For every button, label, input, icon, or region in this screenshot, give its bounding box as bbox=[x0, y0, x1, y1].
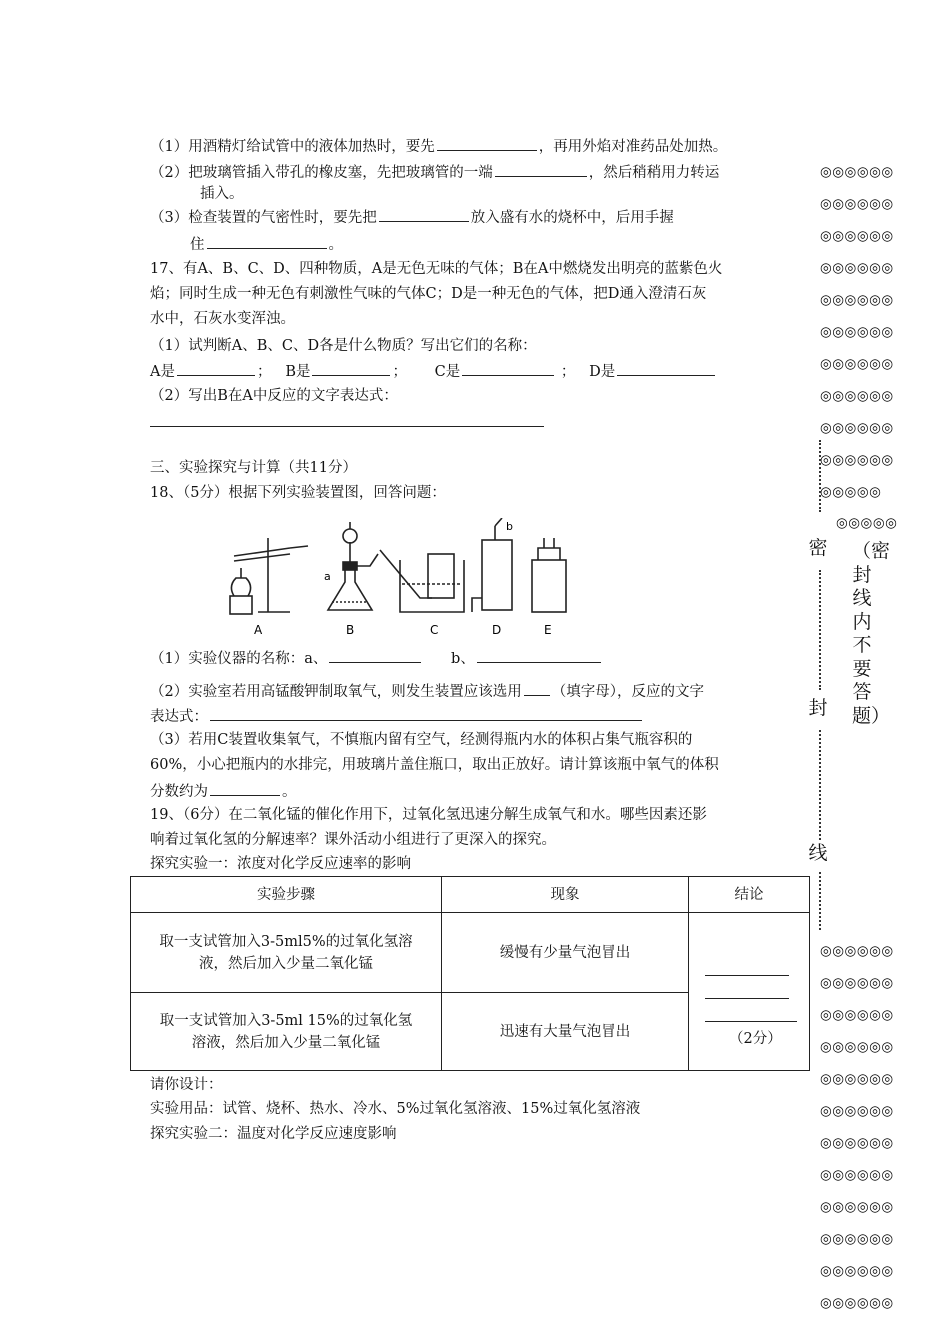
seal-marks: ◎◎◎◎◎◎ bbox=[820, 356, 894, 372]
seal-marks: ◎◎◎◎◎◎ bbox=[820, 1167, 894, 1183]
answer-blank[interactable] bbox=[477, 647, 601, 663]
seal-dotted-line bbox=[819, 730, 821, 840]
header-steps: 实验步骤 bbox=[131, 877, 442, 913]
answer-blank[interactable] bbox=[210, 780, 280, 796]
seal-marks: ◎◎◎◎◎◎ bbox=[820, 1295, 894, 1311]
q18-part3-l3: 分数约为 。 bbox=[150, 780, 297, 802]
seal-marks: ◎◎◎◎◎◎ bbox=[820, 164, 894, 180]
seal-marks: ◎◎◎◎◎◎ bbox=[820, 975, 894, 991]
seal-marks: ◎◎◎◎◎◎ bbox=[820, 260, 894, 276]
seal-marks: ◎◎◎◎◎◎ bbox=[820, 196, 894, 212]
observation-cell: 迅速有大量气泡冒出 bbox=[442, 993, 689, 1071]
q19-exp1: 探究实验一：浓度对化学反应速率的影响 bbox=[150, 856, 411, 872]
seal-char-mi: 密 bbox=[808, 537, 828, 559]
label-a: a bbox=[324, 570, 331, 583]
seal-marks: ◎◎◎◎◎ bbox=[836, 515, 898, 531]
seal-marks: ◎◎◎◎◎◎ bbox=[820, 452, 894, 468]
answer-line[interactable] bbox=[150, 426, 544, 427]
experiment-table bbox=[130, 876, 810, 1071]
q16-line3b: 住 。 bbox=[190, 233, 343, 255]
header-conclusion: 结论 bbox=[689, 877, 810, 913]
seal-marks: ◎◎◎◎◎◎ bbox=[820, 420, 894, 436]
table-row bbox=[131, 913, 810, 993]
seal-marks: ◎◎◎◎◎◎ bbox=[820, 1071, 894, 1087]
label-A: A bbox=[254, 623, 263, 637]
seal-marks: ◎◎◎◎◎ bbox=[820, 484, 882, 500]
q16-line1: （1）用酒精灯给试管中的液体加热时，要先 ，再用外焰对准药品处加热。 bbox=[150, 135, 727, 157]
seal-marks: ◎◎◎◎◎◎ bbox=[820, 228, 894, 244]
label-D: D bbox=[492, 623, 502, 637]
label-b: b bbox=[506, 520, 513, 533]
answer-blank[interactable] bbox=[524, 680, 550, 696]
q18-part2b: 表达式： bbox=[150, 705, 644, 727]
label-E: E bbox=[544, 623, 552, 637]
answer-d-blank[interactable] bbox=[617, 360, 715, 376]
score-note: （2分） bbox=[729, 1031, 782, 1047]
q18-part3-l2: 60%，小心把瓶内的水排完，用玻璃片盖住瓶口，取出正放好。请计算该瓶中氧气的体积 bbox=[150, 757, 719, 773]
seal-dotted-line bbox=[819, 440, 821, 512]
seal-marks: ◎◎◎◎◎◎ bbox=[820, 388, 894, 404]
answer-blank[interactable] bbox=[437, 135, 537, 151]
seal-marks: ◎◎◎◎◎◎ bbox=[820, 324, 894, 340]
seal-marks: ◎◎◎◎◎◎ bbox=[820, 292, 894, 308]
q18-part2: （2）实验室若用高锰酸钾制取氧气，则发生装置应该选用 （填字母），反应的文字 bbox=[150, 680, 704, 702]
answer-blank[interactable] bbox=[495, 161, 587, 177]
seal-marks: ◎◎◎◎◎◎ bbox=[820, 1039, 894, 1055]
materials: 实验用品：试管、烧杯、热水、冷水、5%过氧化氢溶液、15%过氧化氢溶液 bbox=[150, 1101, 641, 1117]
answer-blank[interactable] bbox=[329, 647, 421, 663]
seal-dotted-line bbox=[819, 570, 821, 690]
conclusion-cell[interactable] bbox=[689, 913, 810, 1071]
q16-line2: （2）把玻璃管插入带孔的橡皮塞，先把玻璃管的一端 ，然后稍稍用力转运 bbox=[150, 161, 719, 183]
seal-marks: ◎◎◎◎◎◎ bbox=[820, 1007, 894, 1023]
header-observation: 现象 bbox=[442, 877, 689, 913]
q17-line2: 焰；同时生成一种无色有刺激性气味的气体C；D是一种无色的气体，把D通入澄清石灰 bbox=[150, 286, 707, 302]
label-B: B bbox=[346, 623, 355, 637]
observation-cell: 缓慢有少量气泡冒出 bbox=[442, 913, 689, 993]
q18-part1: （1）实验仪器的名称：a、 b、 bbox=[150, 647, 603, 669]
q16-line3: （3）检查装置的气密性时，要先把 放入盛有水的烧杯中，后用手握 bbox=[150, 206, 674, 228]
step-cell: 取一支试管加入3-5ml5%的过氧化氢溶 液，然后加入少量二氧化锰 bbox=[131, 913, 442, 993]
seal-marks: ◎◎◎◎◎◎ bbox=[820, 1199, 894, 1215]
q19-line2: 响着过氧化氢的分解速率？课外活动小组进行了更深入的探究。 bbox=[150, 832, 556, 848]
apparatus-figure bbox=[220, 518, 580, 640]
q18-intro: 18、（5分）根据下列实验装置图，回答问题： bbox=[150, 485, 446, 501]
step-cell: 取一支试管加入3-5ml 15%的过氧化氢 溶液，然后加入少量二氧化锰 bbox=[131, 993, 442, 1071]
q19-line1: 19、（6分）在二氧化锰的催化作用下，过氧化氢迅速分解生成氧气和水。哪些因素还影 bbox=[150, 807, 707, 823]
seal-marks: ◎◎◎◎◎◎ bbox=[820, 943, 894, 959]
exp2-title: 探究实验二：温度对化学反应速度影响 bbox=[150, 1126, 397, 1142]
seal-marks: ◎◎◎◎◎◎ bbox=[820, 1103, 894, 1119]
answer-a-blank[interactable] bbox=[177, 360, 255, 376]
seal-char-feng: 封 bbox=[808, 697, 828, 719]
answer-c-blank[interactable] bbox=[462, 360, 554, 376]
q17-part2: （2）写出B在A中反应的文字表达式： bbox=[150, 388, 398, 404]
answer-blank[interactable] bbox=[210, 705, 642, 721]
answer-b-blank[interactable] bbox=[312, 360, 390, 376]
q16-line2b: 插入。 bbox=[200, 186, 244, 202]
q17-line3: 水中，石灰水变浑浊。 bbox=[150, 311, 295, 327]
label-C: C bbox=[430, 623, 439, 637]
seal-dotted-line bbox=[819, 872, 821, 930]
q18-part3-l1: （3）若用C装置收集氧气，不慎瓶内留有空气，经测得瓶内水的体积占集气瓶容积的 bbox=[150, 732, 693, 748]
q17-answers: A是 ； B是 ； C是 ； D是 bbox=[150, 360, 717, 382]
q17-part1: （1）试判断A、B、C、D各是什么物质？写出它们的名称： bbox=[150, 338, 537, 354]
seal-marks: ◎◎◎◎◎◎ bbox=[820, 1135, 894, 1151]
design-prompt: 请你设计： bbox=[150, 1077, 223, 1093]
seal-marks: ◎◎◎◎◎◎ bbox=[820, 1263, 894, 1279]
answer-blank[interactable] bbox=[207, 233, 327, 249]
section-title: 三、实验探究与计算（共11分） bbox=[150, 460, 357, 476]
seal-char-xian: 线 bbox=[808, 842, 828, 864]
seal-note: （密封线内不要答题） bbox=[852, 540, 891, 727]
seal-marks: ◎◎◎◎◎◎ bbox=[820, 1231, 894, 1247]
q17-line1: 17、有A、B、C、D、四种物质，A是无色无味的气体；B在A中燃烧发出明亮的蓝紫色火 bbox=[150, 261, 723, 277]
answer-blank[interactable] bbox=[379, 206, 469, 222]
